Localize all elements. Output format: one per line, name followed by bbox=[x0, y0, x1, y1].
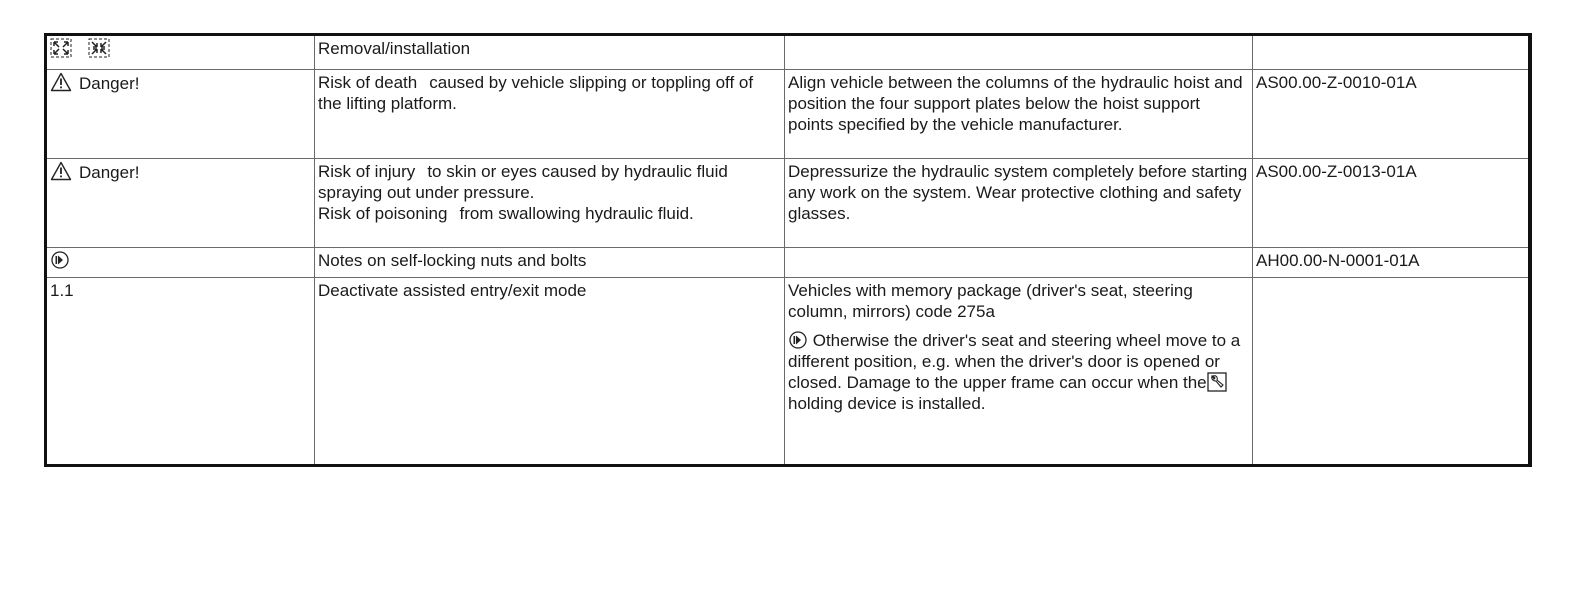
reference-code: AS00.00-Z-0013-01A bbox=[1253, 159, 1530, 248]
note-text: Otherwise the driver's seat and steering wheel move to a different position, e.g. when the driver's door is opened or closed. Damage to the upper frame can occur when the bbox=[788, 331, 1241, 392]
risk-term: Risk of poisoning bbox=[318, 204, 448, 223]
danger-label: Danger! bbox=[79, 74, 140, 93]
risk-description bbox=[315, 159, 785, 248]
procedure-table bbox=[44, 33, 1532, 467]
reference-code: AH00.00-N-0001-01A bbox=[1253, 248, 1530, 278]
step-description: Removal/installation bbox=[315, 35, 785, 70]
step-instruction bbox=[785, 278, 1253, 466]
risk-term: Risk of death bbox=[318, 73, 418, 92]
safety-instruction: Depressurize the hydraulic system completely before starting any work on the system. Wear protective clothing and safety glasses. bbox=[785, 159, 1253, 248]
step-instruction bbox=[785, 248, 1253, 278]
risk-detail: caused by vehicle slipping or toppling off of the lifting platform. bbox=[318, 73, 754, 113]
step-number: 1.1 bbox=[46, 278, 315, 466]
note-icon bbox=[50, 250, 70, 270]
risk-description bbox=[315, 70, 785, 159]
note-cell bbox=[46, 248, 315, 278]
instruction-condition: Vehicles with memory package (driver's seat, steering column, mirrors) code 275a bbox=[788, 281, 1193, 321]
danger-cell bbox=[46, 70, 315, 159]
table-row bbox=[46, 70, 1530, 159]
step-description: Notes on self-locking nuts and bolts bbox=[315, 248, 785, 278]
warning-triangle-icon bbox=[50, 72, 72, 92]
risk-detail: from swallowing hydraulic fluid. bbox=[459, 204, 694, 223]
risk-term: Risk of injury bbox=[318, 162, 416, 181]
instruction-note bbox=[788, 330, 1249, 414]
removal-icon bbox=[50, 38, 72, 58]
icon-cell bbox=[46, 35, 315, 70]
danger-label: Danger! bbox=[79, 163, 140, 182]
step-description: Deactivate assisted entry/exit mode bbox=[315, 278, 785, 466]
risk-detail: to skin or eyes caused by hydraulic fluid spraying out under pressure. bbox=[318, 162, 728, 202]
table-row bbox=[46, 159, 1530, 248]
safety-instruction: Align vehicle between the columns of the hydraulic hoist and position the four support plates below the hoist support points specified by the vehicle manufacturer. bbox=[785, 70, 1253, 159]
table-row bbox=[46, 35, 1530, 70]
reference-code bbox=[1253, 35, 1530, 70]
reference-code: AS00.00-Z-0010-01A bbox=[1253, 70, 1530, 159]
table-row bbox=[46, 248, 1530, 278]
reference-code bbox=[1253, 278, 1530, 466]
note-text-end: holding device is installed. bbox=[788, 394, 986, 413]
warning-triangle-icon bbox=[50, 161, 72, 181]
special-tool-icon bbox=[1207, 372, 1227, 392]
danger-cell bbox=[46, 159, 315, 248]
note-icon bbox=[788, 330, 808, 350]
installation-icon bbox=[88, 38, 110, 58]
table-row bbox=[46, 278, 1530, 466]
step-instruction bbox=[785, 35, 1253, 70]
